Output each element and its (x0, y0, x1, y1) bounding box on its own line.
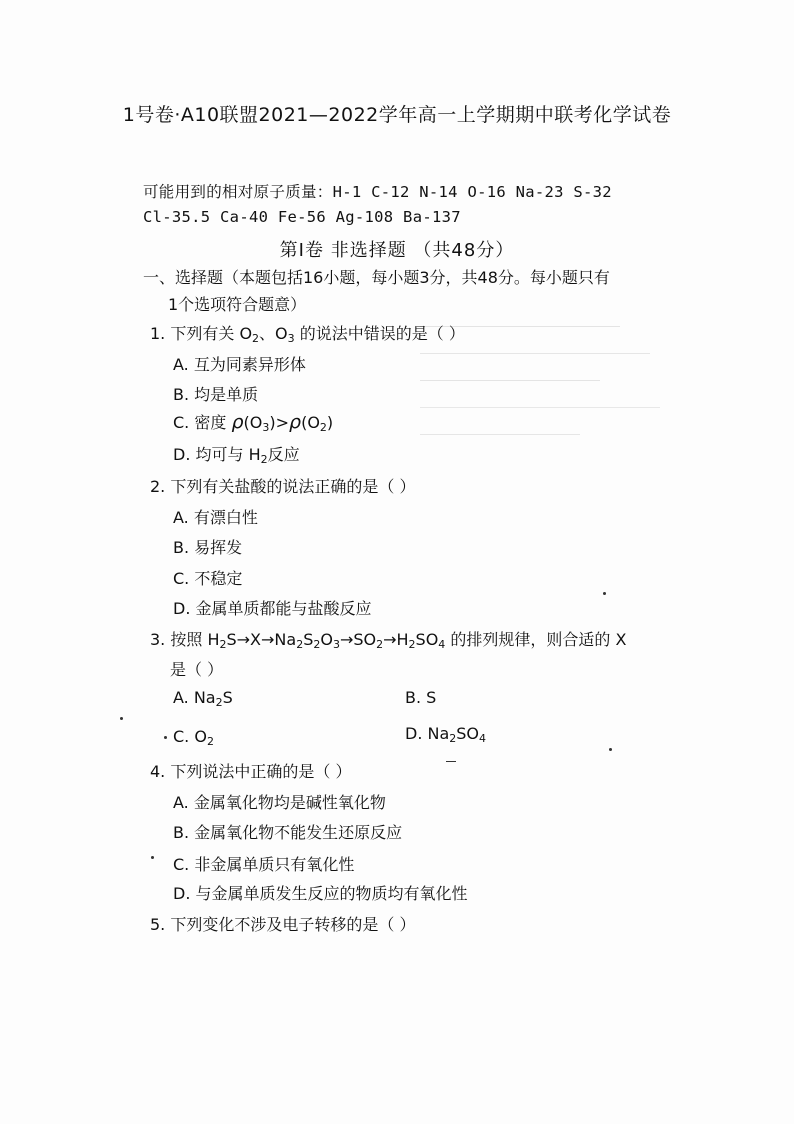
question-1-option-c: C. 密度 $\rho(O_3)>\rho(O_2)$ (173, 411, 334, 434)
question-2-option-a: A. 有漂白性 (173, 508, 258, 527)
scan-speck (603, 592, 606, 595)
part-one-instructions-cont: 1个选项符合题意） (168, 295, 307, 314)
section-heading: 第Ⅰ卷 非选择题 （共48分） (279, 240, 515, 261)
scan-speck (609, 748, 612, 751)
question-4-stem: 4. 下列说法中正确的是（ ） (150, 762, 352, 781)
question-3-stem: 3. 按照 $H_2S\to X\to Na_2S_2O_3\to SO_2\to H_2SO_4$ 的排列规律，则合适的 X (150, 630, 627, 651)
question-1-option-a: A. 互为同素异形体 (173, 355, 306, 374)
question-4-option-a: A. 金属氧化物均是碱性氧化物 (173, 793, 386, 812)
atomic-masses-line-2: Cl-35.5 Ca-40 Fe-56 Ag-108 Ba-137 (143, 208, 461, 226)
scan-speck (164, 736, 167, 739)
scan-speck (446, 761, 456, 762)
question-3-option-b: B. S (405, 688, 437, 707)
question-2-option-b: B. 易挥发 (173, 538, 243, 557)
question-1-stem: 1. 下列有关 $O_2$、$O_3$ 的说法中错误的是（ ） (150, 324, 465, 345)
question-1-option-b: B. 均是单质 (173, 385, 259, 404)
question-3-option-c: C. $O_2$ (173, 727, 214, 748)
atomic-masses-line-1: 可能用到的相对原子质量：H-1 C-12 N-14 O-16 Na-23 S-32 (143, 183, 612, 201)
question-2-stem: 2. 下列有关盐酸的说法正确的是（ ） (150, 477, 416, 496)
exam-title: 1号卷·A10联盟2021—2022学年高一上学期期中联考化学试卷 (122, 104, 672, 126)
question-3-stem-cont: 是（ ） (170, 660, 224, 679)
scan-speck (151, 856, 154, 859)
question-2-option-d: D. 金属单质都能与盐酸反应 (173, 599, 372, 618)
question-1-option-d: D. 均可与 $H_2$反应 (173, 445, 300, 466)
question-4-option-c: C. 非金属单质只有氧化性 (173, 855, 355, 874)
scan-speck (120, 717, 123, 720)
question-5-stem: 5. 下列变化不涉及电子转移的是（ ） (150, 915, 416, 934)
question-4-option-b: B. 金属氧化物不能发生还原反应 (173, 823, 403, 842)
question-3-option-d: D. $Na_2SO_4$ (405, 724, 487, 745)
question-3-option-a: A. $Na_2S$ (173, 688, 233, 709)
question-4-option-d: D. 与金属单质发生反应的物质均有氧化性 (173, 884, 468, 903)
part-one-instructions: 一、选择题（本题包括16小题，每小题3分，共48分。每小题只有 (143, 268, 610, 287)
question-2-option-c: C. 不稳定 (173, 569, 243, 588)
